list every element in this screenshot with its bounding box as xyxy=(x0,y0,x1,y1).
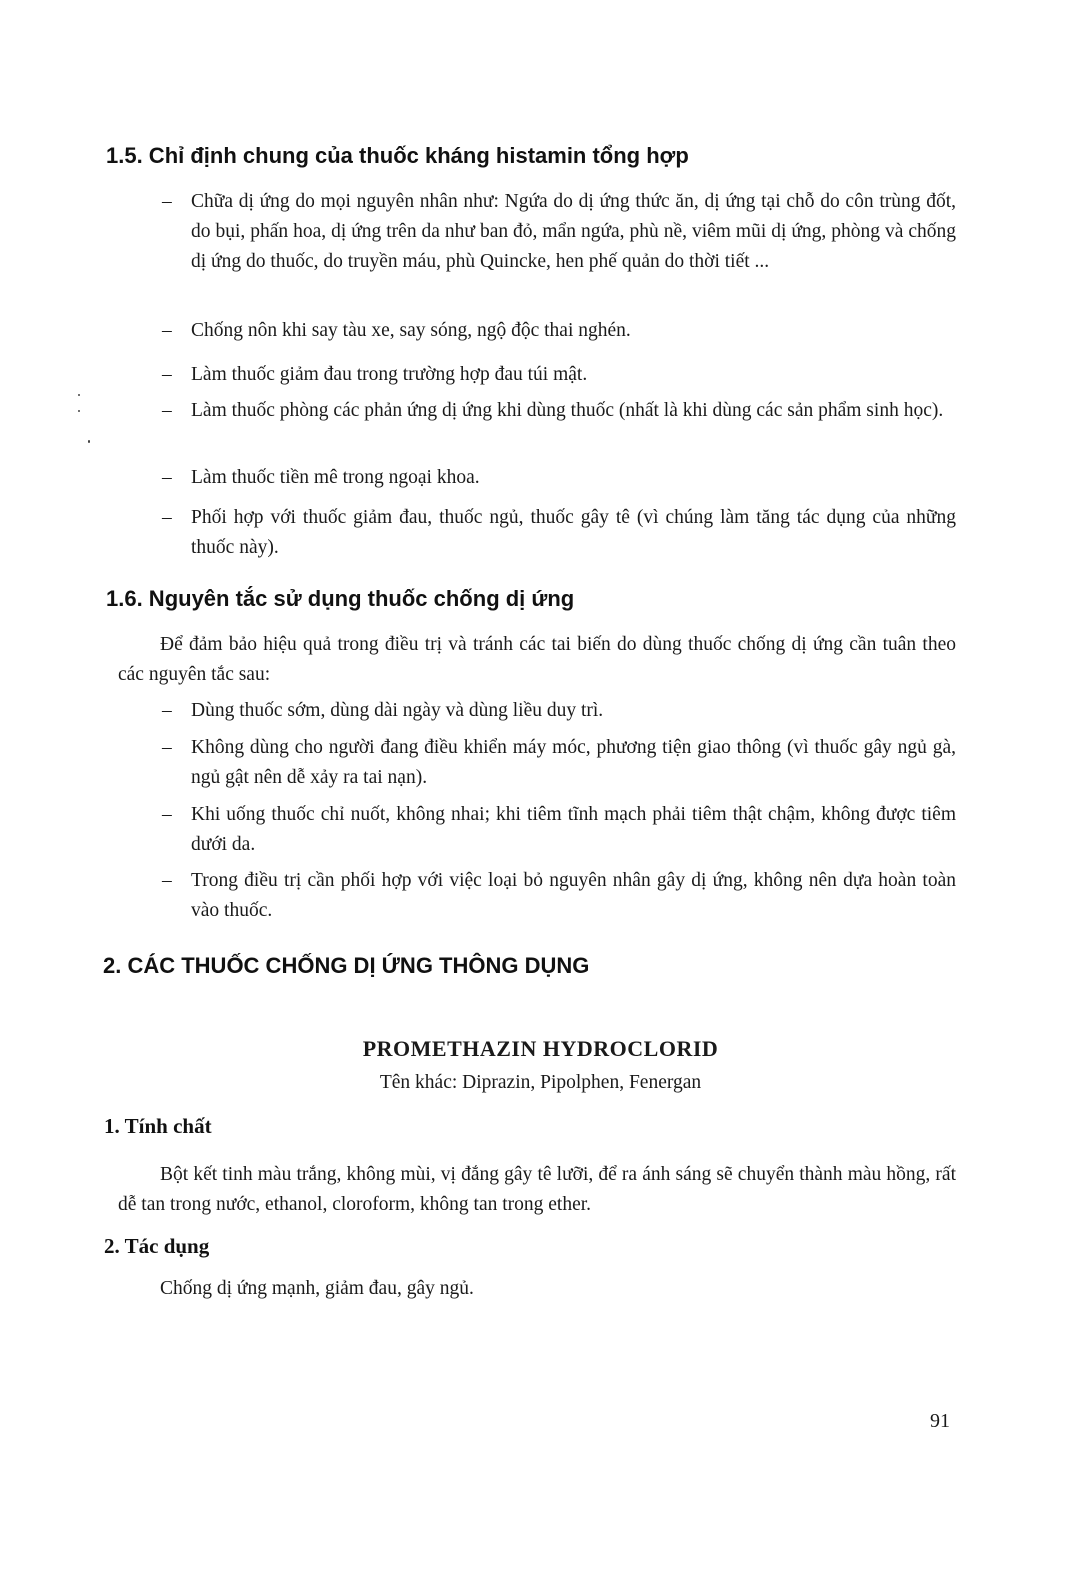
scan-speck xyxy=(88,440,90,443)
effects-paragraph: Chống dị ứng mạnh, giảm đau, gây ngủ. xyxy=(160,1278,474,1299)
list-item: Không dùng cho người đang điều khiển máy móc, phương tiện giao thông (vì thuốc gây ngủ gà, ngủ gật nên dễ xảy ra tai nạn). xyxy=(191,737,956,788)
scan-speck xyxy=(78,410,80,412)
list-item: Làm thuốc giảm đau trong trường hợp đau túi mật. xyxy=(191,364,588,385)
intro-paragraph: Để đảm bảo hiệu quả trong điều trị và tránh các tai biến do dùng thuốc chống dị ứng cần tuân theo các nguyên tắc sau: xyxy=(118,634,956,685)
page-number: 91 xyxy=(930,1410,950,1432)
section-heading-1-6: 1.6. Nguyên tắc sử dụng thuốc chống dị ứng xyxy=(106,586,575,611)
list-item: Chống nôn khi say tàu xe, say sóng, ngộ độc thai nghén. xyxy=(191,320,631,341)
bullet-dash: – xyxy=(162,507,172,528)
scan-speck xyxy=(78,394,80,396)
drug-title: PROMETHAZIN HYDROCLORID xyxy=(362,1036,719,1061)
bullet-dash: – xyxy=(162,320,172,341)
bullet-dash: – xyxy=(162,364,172,385)
section-heading-1-5: 1.5. Chỉ định chung của thuốc kháng histamin tổng hợp xyxy=(106,143,689,168)
drug-other-names: Tên khác: Diprazin, Pipolphen, Fenergan xyxy=(379,1072,702,1093)
bullet-dash: – xyxy=(162,804,172,825)
properties-paragraph: Bột kết tinh màu trắng, không mùi, vị đắng gây tê lưỡi, để ra ánh sáng sẽ chuyển thành màu hồng, rất dễ tan trong nước, ethanol, cloroform, không tan trong ether. xyxy=(118,1164,956,1215)
chapter-heading-2: 2. CÁC THUỐC CHỐNG DỊ ỨNG THÔNG DỤNG xyxy=(103,953,590,978)
bullet-dash: – xyxy=(162,467,172,488)
list-item: Trong điều trị cần phối hợp với việc loại bỏ nguyên nhân gây dị ứng, không nên dựa hoàn toàn vào thuốc. xyxy=(191,870,956,921)
subheading-properties: 1. Tính chất xyxy=(104,1114,212,1138)
bullet-dash: – xyxy=(162,191,172,212)
list-item: Dùng thuốc sớm, dùng dài ngày và dùng liều duy trì. xyxy=(191,700,604,721)
list-item: Làm thuốc tiền mê trong ngoại khoa. xyxy=(191,467,480,488)
list-item: Chữa dị ứng do mọi nguyên nhân như: Ngứa do dị ứng thức ăn, dị ứng tại chỗ do côn trùng đốt, do bụi, phấn hoa, dị ứng trên da như ban đỏ, mẩn ngứa, phù nề, viêm mũi dị ứng, phòng và chống dị ứng do thuốc, do truyền máu, phù Quincke, hen phế quản do thời tiết ... xyxy=(191,191,956,272)
bullet-dash: – xyxy=(162,400,172,421)
list-item: Khi uống thuốc chỉ nuốt, không nhai; khi tiêm tĩnh mạch phải tiêm thật chậm, không được tiêm dưới da. xyxy=(191,804,956,855)
bullet-dash: – xyxy=(162,737,172,758)
bullet-dash: – xyxy=(162,870,172,891)
list-item: Phối hợp với thuốc giảm đau, thuốc ngủ, thuốc gây tê (vì chúng làm tăng tác dụng của những thuốc này). xyxy=(191,507,956,558)
subheading-effects: 2. Tác dụng xyxy=(104,1234,210,1258)
list-item: Làm thuốc phòng các phản ứng dị ứng khi dùng thuốc (nhất là khi dùng các sản phẩm sinh học). xyxy=(191,400,944,421)
bullet-dash: – xyxy=(162,700,172,721)
